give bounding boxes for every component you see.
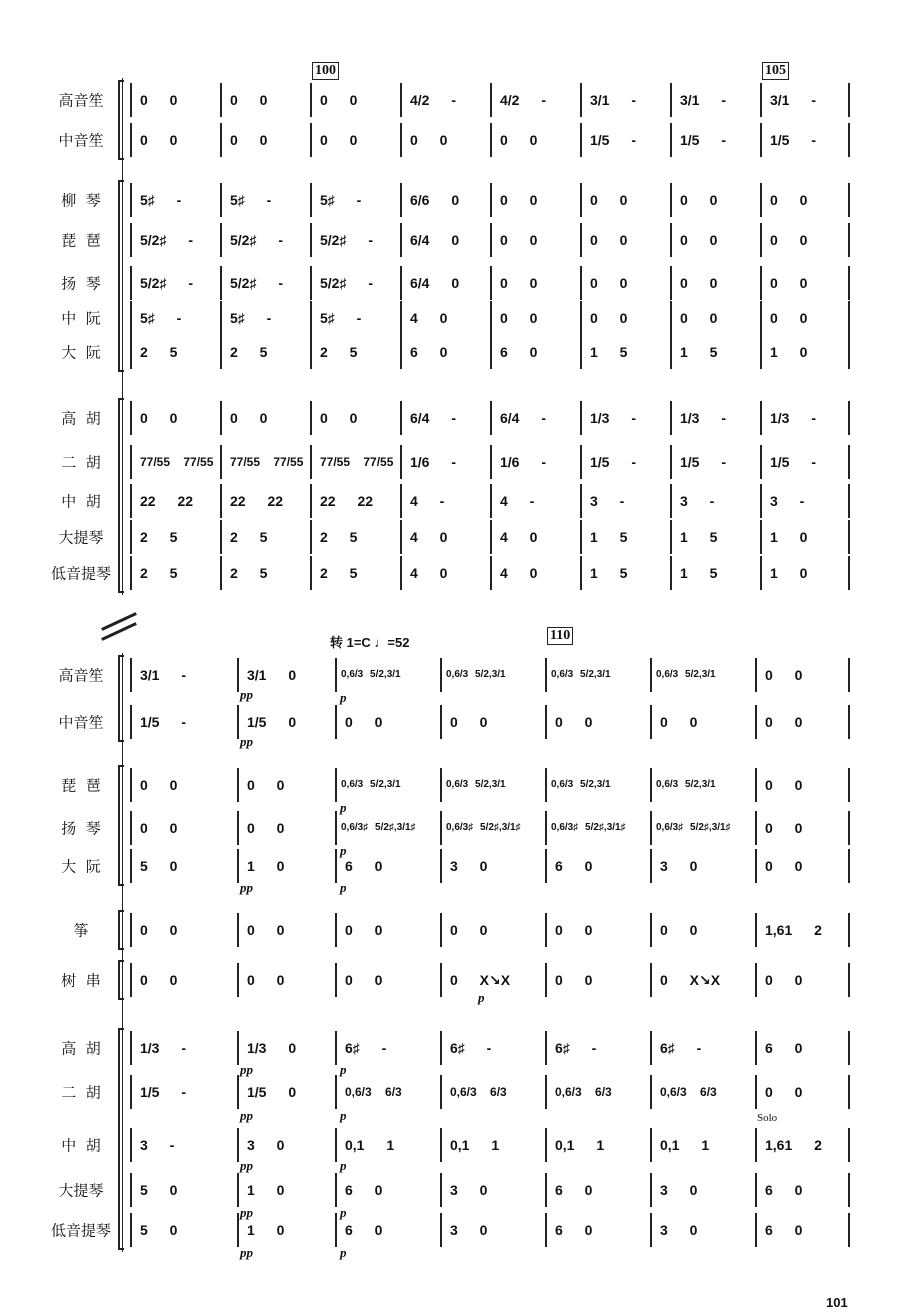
measure: 4/2 - (410, 92, 457, 108)
measure: 0 0 (230, 410, 268, 426)
dynamic-marking: p (340, 880, 347, 895)
measure: 0 0 (765, 667, 803, 683)
instrument-label: 二 胡 (61, 453, 101, 472)
measure: 2 5 (320, 565, 358, 581)
instrument-label: 中音笙 (58, 131, 104, 150)
rehearsal-mark: 110 (547, 627, 573, 645)
measure: 77/55 77/55 (230, 455, 304, 469)
measure: 5 0 (140, 1222, 178, 1238)
barline (848, 445, 850, 479)
barline (848, 705, 850, 739)
measure: 77/55 77/55 (320, 455, 394, 469)
measure: 5/2♯ - (320, 275, 374, 291)
measure: 0 X↘X (450, 972, 511, 988)
measure: 0,6/3 5/2,3/1 (551, 779, 611, 790)
barline (848, 556, 850, 590)
measure: 5♯ - (140, 310, 182, 326)
dynamic-marking: p (340, 800, 347, 815)
measure: 6♯ - (345, 1040, 387, 1056)
measure: 1/5 - (140, 1084, 187, 1100)
measure: 0 0 (590, 192, 628, 208)
measure: 1/5 0 (247, 1084, 297, 1100)
barline (848, 963, 850, 997)
measure: 0 0 (680, 232, 718, 248)
measure: 0 0 (345, 972, 383, 988)
dynamic-marking: pp (240, 1108, 253, 1123)
dynamic-marking: p (340, 1062, 347, 1077)
measure: 2 5 (140, 529, 178, 545)
measure: 0 0 (345, 714, 383, 730)
measure: 22 22 (230, 493, 284, 509)
measure: 3 0 (247, 1137, 285, 1153)
page-number: 101 (826, 1295, 848, 1310)
measure: 0 0 (770, 192, 808, 208)
measure: 6/4 - (410, 410, 457, 426)
measure: 0 0 (140, 972, 178, 988)
dynamic-marking: pp (240, 1205, 253, 1220)
instrument-label: 高 胡 (61, 409, 101, 428)
measure: 0 0 (590, 275, 628, 291)
barline (848, 123, 850, 157)
measure: 0 0 (660, 714, 698, 730)
barline (848, 183, 850, 217)
measure: 2 5 (230, 344, 268, 360)
measure: 0,1 1 (555, 1137, 605, 1153)
barline (848, 223, 850, 257)
measure: 6 0 (765, 1182, 803, 1198)
measure: 0,6/3 6/3 (450, 1085, 507, 1099)
measure: 1/3 - (680, 410, 727, 426)
dynamic-marking: pp (240, 1062, 253, 1077)
measure: 2 5 (230, 565, 268, 581)
instrument-label: 大提琴 (58, 1181, 104, 1200)
barline (848, 1173, 850, 1207)
measure: 0,6/3 5/2,3/1 (446, 779, 506, 790)
instrument-label: 高 胡 (61, 1039, 101, 1058)
measure: 1,61 2 (765, 1137, 822, 1153)
rehearsal-mark: 105 (762, 62, 789, 80)
instrument-label: 柳 琴 (61, 191, 101, 210)
measure: 4 0 (500, 565, 538, 581)
measure: 5/2♯ - (140, 275, 194, 291)
measure: 1 5 (590, 529, 628, 545)
instrument-label: 低音提琴 (50, 1221, 111, 1240)
rehearsal-mark: 100 (312, 62, 339, 80)
measure: 1/3 - (770, 410, 817, 426)
measure: 0 0 (765, 858, 803, 874)
measure: 0 0 (500, 232, 538, 248)
barline (848, 266, 850, 300)
barline (848, 1075, 850, 1109)
measure: 77/55 77/55 (140, 455, 214, 469)
measure: 0 0 (770, 232, 808, 248)
measure: 1 5 (680, 529, 718, 545)
measure: 1/5 - (140, 714, 187, 730)
instrument-label: 琵 琶 (61, 231, 101, 250)
barline (848, 401, 850, 435)
measure: 1 5 (680, 344, 718, 360)
dynamic-marking: pp (240, 687, 253, 702)
measure: 5♯ - (230, 192, 272, 208)
measure: 1/5 - (680, 454, 727, 470)
dynamic-marking: pp (240, 880, 253, 895)
measure: 3 - (680, 493, 715, 509)
measure: 0 0 (140, 410, 178, 426)
measure: 0,1 1 (345, 1137, 395, 1153)
instrument-label: 低音提琴 (50, 564, 111, 583)
measure: 1/6 - (500, 454, 547, 470)
measure: 0 0 (230, 132, 268, 148)
measure: 4 0 (410, 565, 448, 581)
instrument-label: 琵 琶 (61, 776, 101, 795)
measure: 4/2 - (500, 92, 547, 108)
barline (848, 849, 850, 883)
measure: 3/1 - (680, 92, 727, 108)
measure: 0 0 (230, 92, 268, 108)
measure: 0,6/3 6/3 (660, 1085, 717, 1099)
barline (848, 768, 850, 802)
measure: 0,6/3 5/2,3/1 (341, 669, 401, 680)
measure: 0 0 (680, 310, 718, 326)
measure: 0 0 (247, 820, 285, 836)
measure: 0,6/3♯ 5/2♯,3/1♯ (446, 822, 521, 833)
measure: 1 0 (770, 529, 808, 545)
measure: 6 0 (555, 858, 593, 874)
measure: 0 0 (140, 820, 178, 836)
measure: 0 0 (247, 972, 285, 988)
instrument-label: 中音笙 (58, 713, 104, 732)
measure: 3 - (590, 493, 625, 509)
barline (848, 1031, 850, 1065)
measure: 5/2♯ - (320, 232, 374, 248)
measure: 0 0 (500, 132, 538, 148)
measure: 4 - (410, 493, 445, 509)
measure: 6♯ - (450, 1040, 492, 1056)
measure: 6/6 0 (410, 192, 460, 208)
dynamic-marking: pp (240, 1245, 253, 1260)
measure: 4 0 (500, 529, 538, 545)
measure: 1 0 (247, 858, 285, 874)
measure: 0 0 (765, 820, 803, 836)
measure: 0,6/3 5/2,3/1 (341, 779, 401, 790)
dynamic-marking: p (340, 843, 347, 858)
measure: 1 0 (247, 1182, 285, 1198)
measure: 0 0 (765, 972, 803, 988)
barline (848, 520, 850, 554)
dynamic-marking: p (340, 1108, 347, 1123)
measure: 0,6/3 6/3 (555, 1085, 612, 1099)
measure: 6 0 (555, 1222, 593, 1238)
measure: 0,6/3♯ 5/2♯,3/1♯ (551, 822, 626, 833)
measure: 3/1 - (770, 92, 817, 108)
measure: 0,6/3 5/2,3/1 (656, 779, 716, 790)
dynamic-marking: p (340, 690, 347, 705)
instrument-label: 扬 琴 (61, 274, 101, 293)
measure: 0,6/3♯ 5/2♯,3/1♯ (656, 822, 731, 833)
measure: 5/2♯ - (230, 275, 284, 291)
measure: 0 0 (500, 192, 538, 208)
measure: 0,6/3 5/2,3/1 (446, 669, 506, 680)
measure: 0 0 (555, 714, 593, 730)
measure: 6 0 (555, 1182, 593, 1198)
measure: 0 0 (247, 777, 285, 793)
measure: 22 22 (320, 493, 374, 509)
measure: 5 0 (140, 1182, 178, 1198)
barline (848, 913, 850, 947)
measure: 1/3 0 (247, 1040, 297, 1056)
measure: 1/5 - (590, 132, 637, 148)
measure: 1 0 (247, 1222, 285, 1238)
measure: 3 0 (660, 858, 698, 874)
dynamic-marking: p (340, 1245, 347, 1260)
measure: 0 0 (140, 92, 178, 108)
instrument-label: 高音笙 (58, 91, 104, 110)
measure: 6♯ - (555, 1040, 597, 1056)
measure: 1 5 (590, 344, 628, 360)
measure: 1 5 (590, 565, 628, 581)
measure: 2 5 (140, 344, 178, 360)
measure: 5♯ - (140, 192, 182, 208)
barline (848, 335, 850, 369)
measure: 1/5 - (590, 454, 637, 470)
measure: 5 0 (140, 858, 178, 874)
measure: 0,1 1 (660, 1137, 710, 1153)
measure: 2 5 (140, 565, 178, 581)
measure: 0 0 (555, 922, 593, 938)
measure: 3 0 (450, 1182, 488, 1198)
measure: 0 0 (140, 132, 178, 148)
instrument-label: 中 胡 (61, 492, 101, 511)
instrument-label: 大提琴 (58, 528, 104, 547)
measure: 0 0 (320, 132, 358, 148)
measure: 6 0 (765, 1222, 803, 1238)
measure: 0 0 (140, 777, 178, 793)
measure: 0,6/3♯ 5/2♯,3/1♯ (341, 822, 416, 833)
measure: 3/1 0 (247, 667, 297, 683)
instrument-label: 筝 (73, 921, 89, 940)
measure: 5♯ - (320, 192, 362, 208)
measure: 0 0 (660, 922, 698, 938)
instrument-label: 中 阮 (61, 309, 101, 328)
system-separator (101, 612, 137, 631)
measure: 0 0 (500, 310, 538, 326)
measure: 0 0 (590, 310, 628, 326)
solo-marking: Solo (757, 1112, 778, 1124)
measure: 6/4 - (500, 410, 547, 426)
measure: 6 0 (345, 1222, 383, 1238)
measure: 0 0 (500, 275, 538, 291)
measure: 5♯ - (320, 310, 362, 326)
measure: 3/1 - (140, 667, 187, 683)
dynamic-marking: p (340, 1158, 347, 1173)
measure: 2 5 (230, 529, 268, 545)
measure: 6♯ - (660, 1040, 702, 1056)
measure: 4 0 (410, 310, 448, 326)
measure: 6/4 0 (410, 275, 460, 291)
measure: 0 0 (765, 1084, 803, 1100)
measure: 1 5 (680, 565, 718, 581)
measure: 1,61 2 (765, 922, 822, 938)
measure: 0 X↘X (660, 972, 721, 988)
measure: 0 0 (450, 714, 488, 730)
measure: 3 0 (450, 1222, 488, 1238)
measure: 5/2♯ - (140, 232, 194, 248)
measure: 6/4 0 (410, 232, 460, 248)
measure: 0 0 (320, 410, 358, 426)
dynamic-marking: pp (240, 1158, 253, 1173)
measure: 0 0 (765, 714, 803, 730)
barline (848, 1213, 850, 1247)
barline (848, 811, 850, 845)
measure: 5/2♯ - (230, 232, 284, 248)
measure: 2 5 (320, 529, 358, 545)
measure: 1/5 0 (247, 714, 297, 730)
measure: 0 0 (450, 922, 488, 938)
instrument-label: 大 阮 (61, 857, 101, 876)
measure: 1/6 - (410, 454, 457, 470)
tempo-change-marking: 转 1=C ♩=52 (330, 635, 410, 650)
measure: 1/5 - (770, 132, 817, 148)
measure: 1 0 (770, 565, 808, 581)
instrument-label: 树 串 (61, 971, 101, 990)
barline (848, 83, 850, 117)
measure: 0,6/3 5/2,3/1 (656, 669, 716, 680)
barline (848, 301, 850, 335)
measure: 3 0 (660, 1182, 698, 1198)
barline (848, 658, 850, 692)
measure: 3 0 (450, 858, 488, 874)
measure: 0 0 (770, 310, 808, 326)
dynamic-marking: p (478, 990, 485, 1005)
measure: 3 - (140, 1137, 175, 1153)
measure: 0 0 (680, 192, 718, 208)
measure: 5♯ - (230, 310, 272, 326)
instrument-label: 高音笙 (58, 666, 104, 685)
measure: 0 0 (140, 922, 178, 938)
measure: 3 - (770, 493, 805, 509)
measure: 1/5 - (680, 132, 727, 148)
measure: 1/3 - (140, 1040, 187, 1056)
measure: 0,6/3 5/2,3/1 (551, 669, 611, 680)
measure: 6 0 (345, 1182, 383, 1198)
measure: 0 0 (680, 275, 718, 291)
instrument-label: 二 胡 (61, 1083, 101, 1102)
measure: 6 0 (410, 344, 448, 360)
instrument-label: 中 胡 (61, 1136, 101, 1155)
measure: 6 0 (500, 344, 538, 360)
measure: 0,6/3 6/3 (345, 1085, 402, 1099)
measure: 1 0 (770, 344, 808, 360)
measure: 0,1 1 (450, 1137, 500, 1153)
measure: 3 0 (660, 1222, 698, 1238)
measure: 4 0 (410, 529, 448, 545)
measure: 1/5 - (770, 454, 817, 470)
measure: 0 0 (555, 972, 593, 988)
dynamic-marking: p (340, 1205, 347, 1220)
measure: 2 5 (320, 344, 358, 360)
measure: 0 0 (410, 132, 448, 148)
measure: 0 0 (765, 777, 803, 793)
measure: 6 0 (345, 858, 383, 874)
measure: 6 0 (765, 1040, 803, 1056)
measure: 0 0 (590, 232, 628, 248)
barline (848, 484, 850, 518)
instrument-label: 扬 琴 (61, 819, 101, 838)
barline (848, 1128, 850, 1162)
measure: 3/1 - (590, 92, 637, 108)
measure: 1/3 - (590, 410, 637, 426)
instrument-label: 大 阮 (61, 343, 101, 362)
measure: 22 22 (140, 493, 194, 509)
measure: 0 0 (247, 922, 285, 938)
measure: 0 0 (320, 92, 358, 108)
measure: 4 - (500, 493, 535, 509)
measure: 0 0 (770, 275, 808, 291)
measure: 0 0 (345, 922, 383, 938)
dynamic-marking: pp (240, 734, 253, 749)
